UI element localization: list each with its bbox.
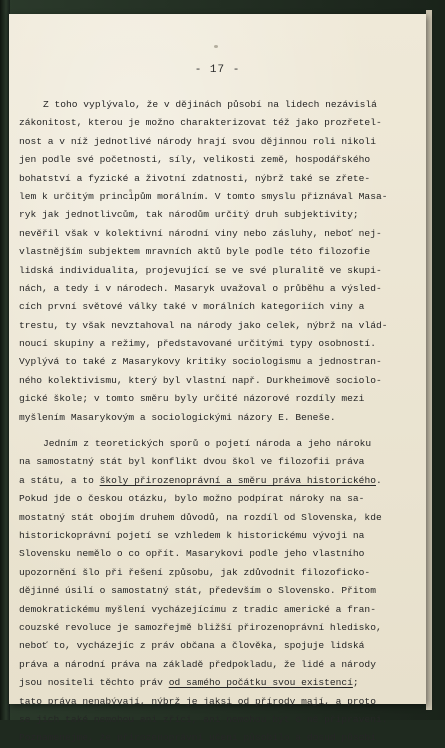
text-line: cích první světové války také v morálních kategoriích viny a <box>19 301 365 313</box>
text-line: Poznamenejme, že přirozenoprávní učení působilo a dosud působí <box>19 732 376 744</box>
underlined-phrase: školy přirozenoprávní a směru práva historického <box>99 474 376 486</box>
text-line: a státu, a to školy přirozenoprávní a směru práva historického. <box>19 474 382 486</box>
text-line: bohatství a fyzické a životní zdatnosti, nýbrž také se zřete- <box>19 172 371 184</box>
text-line: tato práva nenabývají, nýbrž je jaksi od přírody mají, a proto <box>19 695 376 707</box>
text-line: Jedním z teoretických sporů o pojetí národa a jeho nároku <box>43 438 372 450</box>
text-line: upozornění šlo při řešení způsobu, jak zdůvodnit filozoficko- <box>19 566 371 578</box>
text-line: Z toho vyplývalo, že v dějinách působí na lidech nezávislá <box>43 99 377 110</box>
text-line: na samostatný stát byl konflikt dvou škol ve filozofii práva <box>19 456 365 468</box>
text-line: zákonitost, kterou je možno charakterizovat též jako prozřetel- <box>19 117 382 129</box>
text-line: jen podle své početnosti, síly, velikosti země, hospodářského <box>19 154 371 166</box>
text-line: couzské revoluce je samozřejmě bližší přirozenoprávní hledisko, <box>19 621 382 633</box>
text-line: vlastnějším subjektem mravních aktů byle podle této filozofie <box>19 246 371 258</box>
text-line: ryk jak jednotlivcům, tak národům určitý druh subjektivity; <box>19 209 359 221</box>
typewritten-page <box>9 14 426 744</box>
text-line: lem k určitým principům morálním. V tomto smyslu přiznával Masa- <box>19 190 388 202</box>
text-line: dějinné úsilí o samostatný stát, především o Slovensko. Přitom <box>19 585 376 597</box>
text-line: jsou nositeli těchto práv od samého počátku svou existencí; <box>19 677 359 689</box>
paper-speck <box>214 45 218 48</box>
text-line: Pokud jde o českou otázku, bylo možno podpírat nároky na sa- <box>19 493 365 505</box>
text-line: trestu, ty však nevztahoval na národy jako celek, nýbrž na vlád- <box>19 319 388 331</box>
text-line: historickoprávní pojetí se vzhledem k historickému vývoji na <box>19 529 365 541</box>
text-line: myšlením Masarykovým a sociologickými názory E. Beneše. <box>19 411 336 423</box>
text-line: demokratickému myšlení vycházejícímu z tradic americké a fran- <box>19 603 376 615</box>
text-line: neboť to, vycházejíc z práv občana a člověka, spojuje lidská <box>19 640 365 652</box>
page-number: - 17 - <box>194 64 241 76</box>
page-edge <box>426 10 432 710</box>
paragraph-gap <box>9 427 426 435</box>
body-text <box>9 96 426 748</box>
text-line: nevěřil však v kolektivní národní viny nebo zásluhy, neboť nej- <box>19 227 382 239</box>
underlined-phrase: od samého počátku svou existencí <box>168 677 353 689</box>
text-line: mostatný stát obojím druhem důvodů, na rozdíl od Slovenska, kde <box>19 511 382 523</box>
text-line: Slovensku nemělo o co opřít. Masarykovi podle jeho vlastního <box>19 548 365 560</box>
text-line: noucí skupiny a režimy, představované určitými typy osobností. <box>19 338 376 350</box>
text-line: se jich také nemohou ani zříci, ani nemohou být o ně připraveni. <box>19 713 388 725</box>
text-line: Vyplývá to také z Masarykovy kritiky sociologismu a jednostran- <box>19 356 382 368</box>
text-line: nách, a tedy i v národech. Masaryk uvažoval o průběhu a výsled- <box>19 282 382 294</box>
text-line: ného kolektivismu, který byl vlastní např. Durkheimově sociolo- <box>19 374 382 386</box>
text-line: lidská individualita, projevující se ve své pluralitě ve skupi- <box>19 264 382 276</box>
text-line: práva a národní práva na základě předpokladu, že lidé a národy <box>19 658 376 670</box>
text-line: nost a v níž jednotlivé národy hrají svou dějinnou roli nikoli <box>19 135 376 147</box>
text-line: gické škole; v tomto směru byly určité názorové rozdíly mezi <box>19 393 365 405</box>
